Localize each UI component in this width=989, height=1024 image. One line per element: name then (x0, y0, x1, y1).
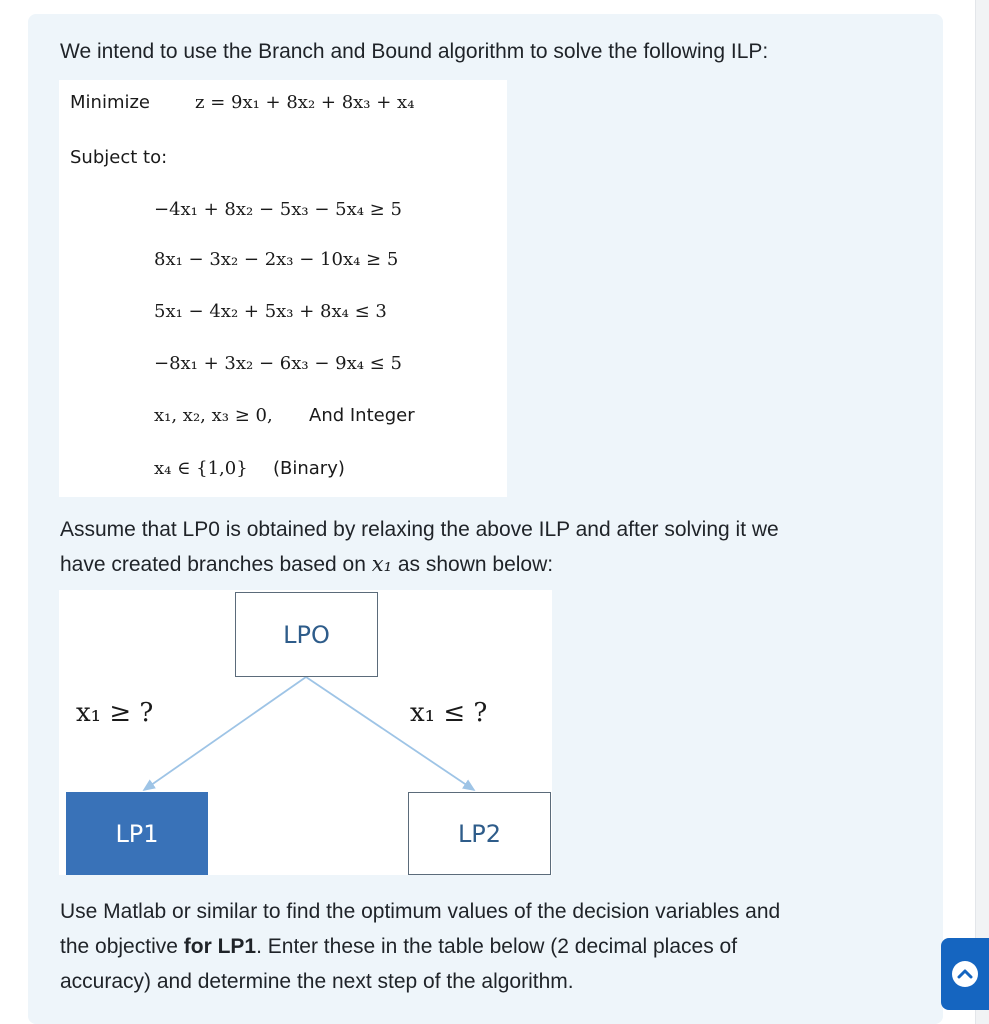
constraint-4: −8x₁ + 3x₂ − 6x₃ − 9x₄ ≤ 5 (154, 353, 402, 374)
minimize-label: Minimize (70, 92, 150, 113)
constraint-2: 8x₁ − 3x₂ − 2x₃ − 10x₄ ≥ 5 (154, 249, 399, 270)
objective-function: z = 9x₁ + 8x₂ + 8x₃ + x₄ (195, 92, 415, 113)
subject-to-label: Subject to: (70, 147, 168, 168)
node-lp2: LP2 (408, 792, 551, 875)
integer-constraint-vars: x₁, x₂, x₃ ≥ 0, (154, 405, 273, 426)
instruction-line-3: accuracy) and determine the next step of the algorithm. (60, 970, 574, 993)
node-lp1: LP1 (66, 792, 208, 875)
right-branch-label: x₁ ≤ ? (410, 698, 488, 728)
intro-text: We intend to use the Branch and Bound algorithm to solve the following ILP: (60, 40, 769, 63)
integer-constraint-text: And Integer (309, 405, 415, 426)
constraint-1: −4x₁ + 8x₂ − 5x₃ − 5x₄ ≥ 5 (154, 199, 402, 220)
instruction-bold-lp1: for LP1 (183, 935, 257, 958)
chevron-up-icon (952, 961, 978, 987)
instruction-line-2-pre: the objective (60, 935, 178, 958)
assume-line-2-pre: have created branches based on (60, 553, 366, 576)
constraint-3: 5x₁ − 4x₂ + 5x₃ + 8x₄ ≤ 3 (154, 301, 387, 322)
scrollbar-track[interactable] (975, 0, 989, 1024)
edge-lp0-lp2 (306, 677, 474, 790)
instruction-paragraph (60, 894, 920, 999)
binary-constraint-text: (Binary) (273, 458, 345, 479)
branch-variable: x₁ (371, 552, 392, 576)
node-lp0: LPO (235, 592, 378, 677)
edge-lp0-lp1 (144, 677, 306, 790)
binary-constraint-var: x₄ ∈ {1,0} (154, 458, 248, 479)
instruction-line-2-post: . Enter these in the table below (2 decimal places of (256, 935, 738, 958)
branch-diagram (59, 590, 552, 875)
assume-line-1: Assume that LP0 is obtained by relaxing the above ILP and after solving it we (60, 518, 779, 541)
ilp-formulation (59, 80, 507, 497)
instruction-line-1: Use Matlab or similar to find the optimum values of the decision variables and (60, 900, 781, 923)
assume-line-2-post: as shown below: (397, 553, 554, 576)
assume-paragraph (60, 512, 920, 582)
left-branch-label: x₁ ≥ ? (76, 698, 154, 728)
scroll-to-top-button[interactable] (941, 938, 989, 1010)
